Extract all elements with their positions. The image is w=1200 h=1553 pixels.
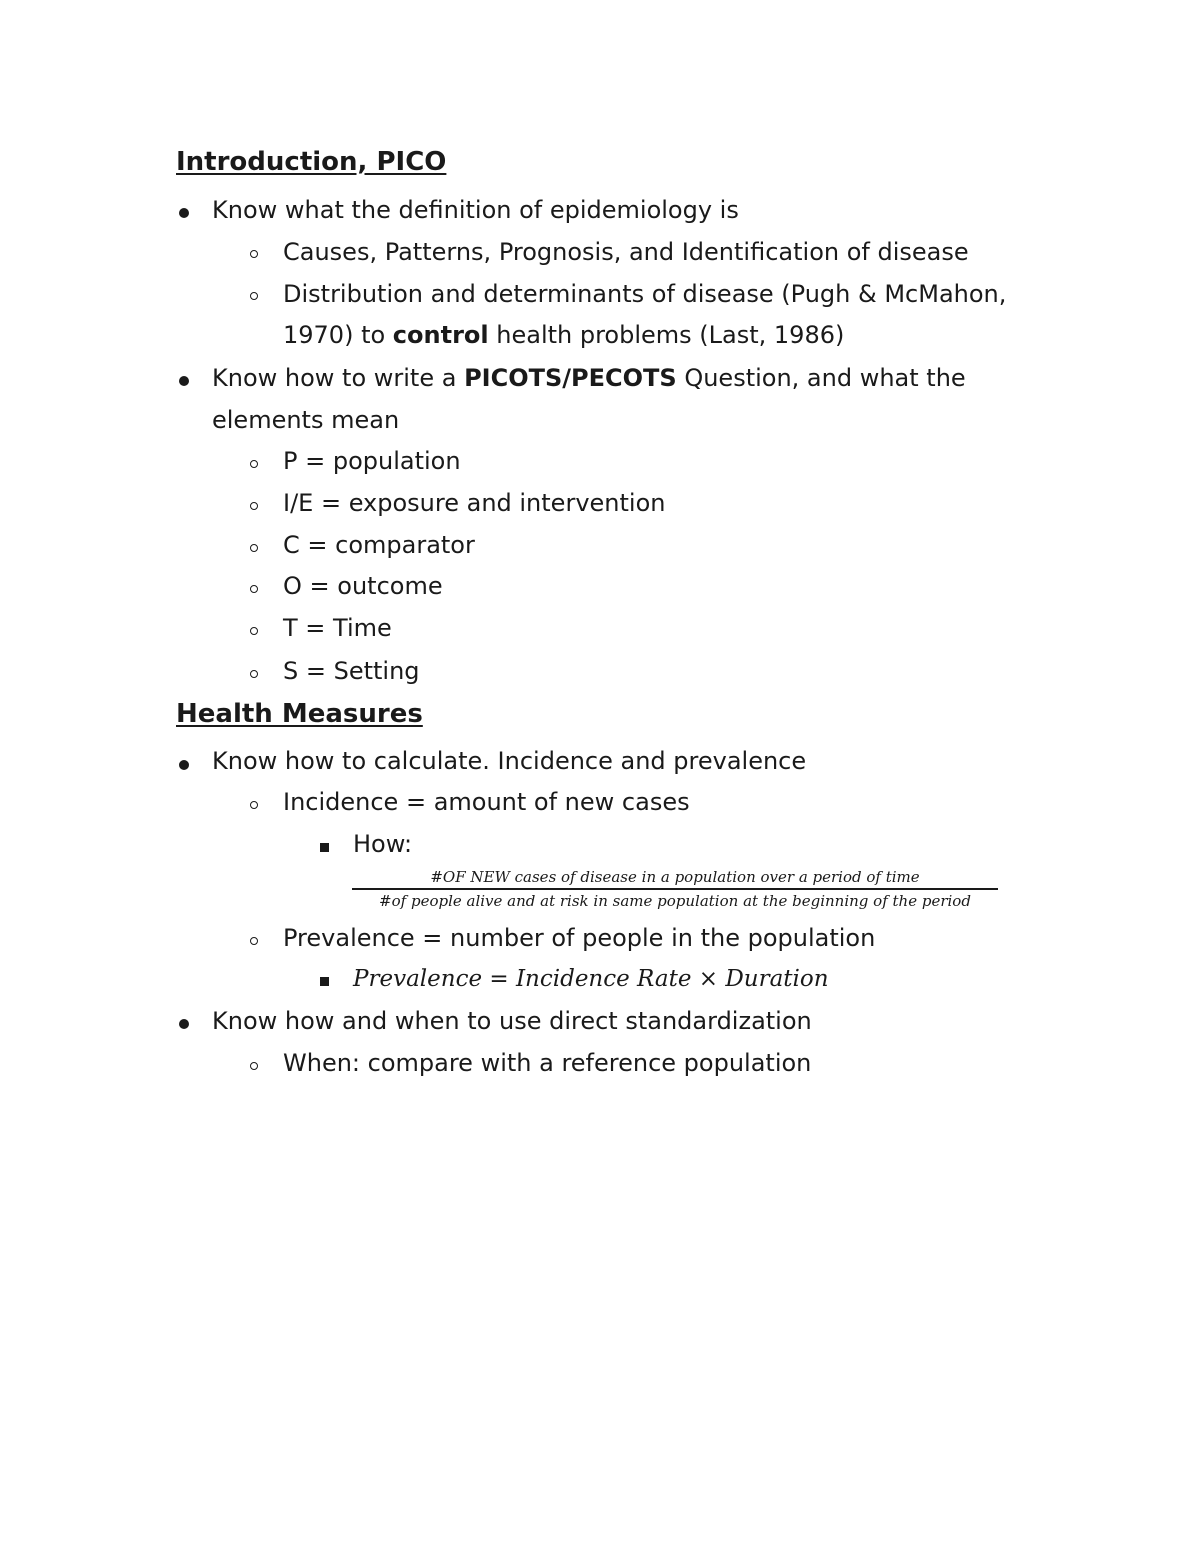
bullet-circle [250,937,258,945]
text-emphasis-picots: PICOTS/PECOTS [464,364,677,392]
list-item-o: O = outcome [283,572,443,600]
bullet-circle [250,250,258,258]
list-item-picots [212,363,966,393]
list-item-calculate: Know how to calculate. Incidence and prevalence [212,747,807,775]
list-item-p: P = population [283,447,461,475]
list-item-ie: I/E = exposure and intervention [283,489,666,517]
list-item-causes: Causes, Patterns, Prognosis, and Identification of disease [283,238,969,266]
bullet-circle [250,585,258,593]
fraction-numerator: #OF NEW cases of disease in a population over a period of time [352,866,998,890]
bullet-circle [250,670,258,678]
bullet-disc [179,208,189,218]
text-fragment: Question, and what the [676,364,966,392]
fraction-denominator: #of people alive and at risk in same population at the beginning of the period [379,892,971,910]
list-item-definition: Know what the definition of epidemiology is [212,196,739,224]
list-item-incidence: Incidence = amount of new cases [283,788,690,816]
bullet-disc [179,376,189,386]
section-heading-intro: Introduction, PICO [176,147,447,177]
bullet-circle [250,544,258,552]
bullet-circle [250,460,258,468]
section-heading-health-measures: Health Measures [176,699,423,729]
bullet-disc [179,1019,189,1029]
text-emphasis-control: control [392,321,489,349]
bullet-square [320,843,329,852]
list-item-distribution-cont [283,320,844,350]
list-item-t: T = Time [283,614,392,642]
bullet-circle [250,801,258,809]
incidence-fraction [352,866,998,912]
prevalence-formula: Prevalence = Incidence Rate × Duration [353,966,829,992]
bullet-circle [250,1062,258,1070]
list-item-direct-standardization: Know how and when to use direct standardization [212,1007,812,1035]
bullet-circle [250,292,258,300]
bullet-square [320,977,329,986]
bullet-circle [250,502,258,510]
list-item-when: When: compare with a reference population [283,1049,812,1077]
text-fragment: Know how to write a [212,364,465,392]
list-item-distribution: Distribution and determinants of disease (Pugh & McMahon, [283,280,1007,308]
list-item-how: How: [353,830,413,858]
list-item-prevalence: Prevalence = number of people in the population [283,924,876,952]
text-fragment: health problems (Last, 1986) [488,321,845,349]
list-item-s: S = Setting [283,657,420,685]
list-item-c: C = comparator [283,531,475,559]
list-item-picots-cont: elements mean [212,406,400,434]
text-fragment: 1970) to [283,321,393,349]
bullet-disc [179,760,189,770]
bullet-circle [250,627,258,635]
